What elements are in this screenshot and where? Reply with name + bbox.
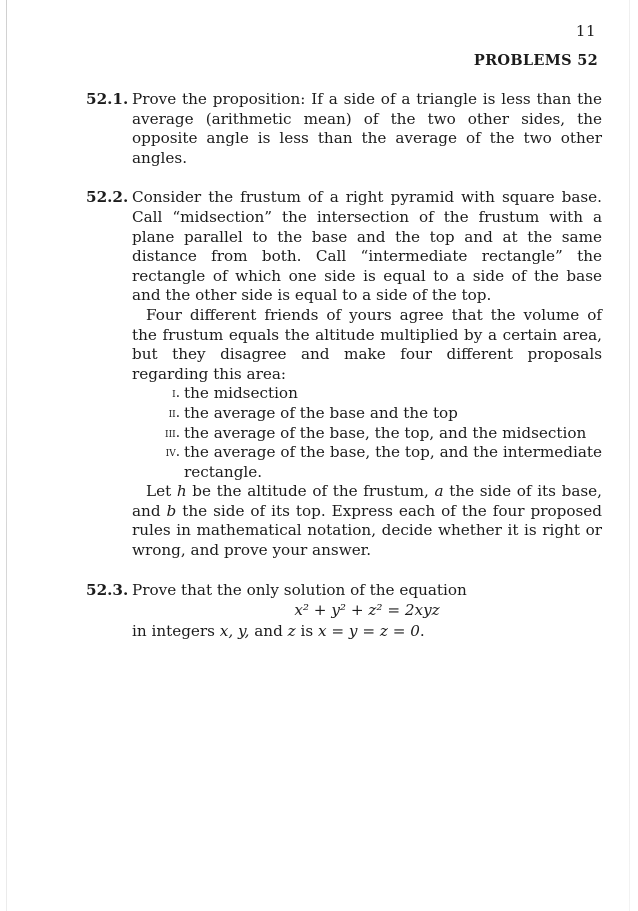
- case-text: the midsection: [184, 384, 298, 403]
- problem-text: Prove the proposition: If a side of a triangle is less than the average (arithmetic mean) of the two other sides, the opposite angle is less than the average of the two other angles.: [132, 90, 602, 167]
- text-run: and: [249, 621, 288, 640]
- text-run: in integers: [132, 621, 220, 640]
- case-item: [146, 424, 602, 444]
- math-variable: z: [287, 621, 296, 640]
- problem-body: [132, 90, 602, 168]
- text-run: the side of its top. Express each of the four proposed rules in mathematical notation, decide whether it is right or wrong, and prove your answer.: [132, 501, 602, 560]
- problem-lead: Prove that the only solution of the equation: [132, 580, 467, 599]
- math-solution: x = y = z = 0: [317, 621, 420, 640]
- case-numeral: iii.: [165, 424, 180, 441]
- math-variable: h: [176, 482, 187, 501]
- math-variable: a: [434, 482, 444, 501]
- problem-intro: Consider the frustum of a right pyramid with square base. Call “midsection” the intersection of the frustum with a plane parallel to the base and the top and at the same distance from both. Call “intermediate rectangle” the rectangle of which one side is equal to a side of the base and the other side is equal to a side of the top.: [132, 188, 602, 305]
- case-list: [146, 384, 602, 482]
- problem-number: 52.1.: [86, 90, 129, 108]
- problem-52-2: [86, 188, 602, 560]
- problem-number: 52.3.: [86, 580, 129, 599]
- math-variable: b: [166, 501, 177, 520]
- page-content: [86, 90, 602, 661]
- problem-body: [132, 581, 602, 642]
- case-text: the average of the base and the top: [184, 403, 458, 422]
- problem-paragraph: Four different friends of yours agree that the volume of the frustum equals the altitude multiplied by a certain area, but they disagree and make four different proposals regarding this area:: [132, 305, 602, 383]
- problem-number: 52.2.: [86, 188, 129, 207]
- math-variables: x, y,: [219, 621, 250, 640]
- page-edge-right: [629, 0, 630, 911]
- case-numeral: ii.: [168, 404, 180, 421]
- problem-paragraph: [132, 482, 602, 560]
- text-run: .: [419, 621, 425, 640]
- problem-52-3: [86, 581, 602, 642]
- text-run: be the altitude of the frustum,: [186, 482, 435, 501]
- page-edge-left: [6, 0, 7, 911]
- equation: x² + y² + z² = 2xyz: [294, 601, 440, 620]
- case-item: [146, 404, 602, 424]
- case-numeral: iv.: [165, 444, 180, 461]
- problem-body: [132, 188, 602, 560]
- case-text: the average of the base, the top, and the intermediate rectangle.: [184, 443, 602, 481]
- text-run: Let: [146, 482, 177, 501]
- text-run: the side of its base, and: [132, 482, 602, 520]
- case-numeral: i.: [172, 385, 180, 402]
- problem-52-1: [86, 90, 602, 168]
- problem-tail: [132, 622, 602, 642]
- case-item: [146, 384, 602, 404]
- text-run: is: [295, 621, 318, 640]
- running-head: PROBLEMS 52: [473, 52, 598, 69]
- page-number: 11: [575, 22, 596, 40]
- case-text: the average of the base, the top, and the midsection: [184, 423, 587, 442]
- case-item: [146, 443, 602, 482]
